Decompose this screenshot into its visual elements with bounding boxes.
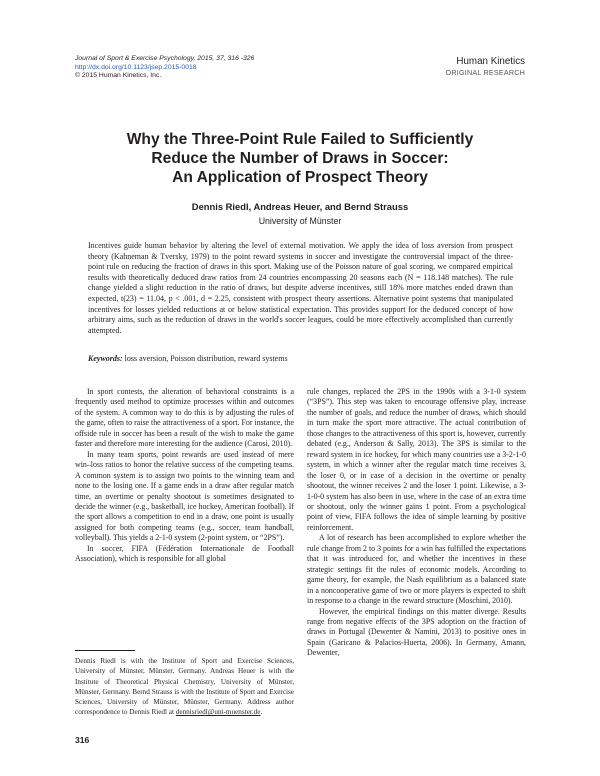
body-paragraph: rule changes, replaced the 2PS in the 1990s with a 3-1-0 system (“3PS”). This step was taken to encourage offensive play, increase the number of goals, and reduce the number of draws, which should in turn make the sport more attractive. The actual contribution of those changes to the attractiveness of this sport is, however, currently debated (e.g., Anderson & Sally, 2013). The 3PS is similar to the reward system in ice hockey, for which many countries use a 3-2-1-0 system, in which a winner after the regular match time receives 3, the loser 0, or in case of a decision in the overtime or penalty shootout, the winner receives 2 and the loser 1 point. Likewise, a 3-1-0-0 system has also been in use, where in the case of an extra time or shootout, only the winner gains 1 point. From a psychological point of view, FIFA follows the idea of simple learning by positive reinforcement. bbox=[307, 387, 526, 532]
body-paragraph: However, the empirical findings on this matter diverge. Results range from negative effects of the 3PS adoption on the fraction of draws in Portugal (Dewenter & Namini, 2013) to positive ones in Spain (Garicano & Palacios-Huerta, 2006). In Germany, Amann, Dewenter, bbox=[307, 606, 526, 658]
correspondence-email[interactable]: dennisriedl@uni-muenster.de bbox=[175, 708, 261, 717]
doi-link[interactable]: http://dx.doi.org/10.1123/jsep.2015-0018 bbox=[75, 63, 197, 71]
article-section: ORIGINAL RESEARCH bbox=[445, 68, 525, 77]
publisher-name: Human Kinetics bbox=[456, 56, 525, 67]
body-column-right bbox=[307, 387, 526, 659]
body-paragraph: A lot of research has been accomplished to explore whether the rule change from 2 to 3 points for a win has fulfilled the expectations that it was introduced for, and whether the incentives in these strategic settings fit the rules of economic models. According to game theory, for example, the Nash equilibrium as a balanced state in a noncooperative game of two or more players is expected to shift in response to a change in the reward structure (Moschini, 2010). bbox=[307, 533, 526, 606]
publisher-block bbox=[446, 56, 525, 77]
body-column-left bbox=[75, 387, 294, 565]
keywords-list: loss aversion, Poisson distribution, reward systems bbox=[124, 354, 288, 363]
keywords bbox=[88, 354, 513, 364]
body-paragraph: In soccer, FIFA (Fédération Internationale de Football Association), which is responsible for all global bbox=[75, 543, 294, 564]
copyright-notice: © 2015 Human Kinetics, Inc. bbox=[75, 72, 162, 79]
title-line: Reduce the Number of Draws in Soccer: bbox=[151, 150, 449, 167]
abstract: Incentives guide human behavior by altering the level of external motivation. We apply the idea of loss aversion from prospect theory (Kahneman & Tversky, 1979) to the point reward systems in soccer and investigate the controversial impact of the three-point rule on reducing the fraction of draws in this sport. Making use of the Poisson nature of goal scoring, we compared empirical results with theoretically deduced draw ratios from 24 countries encompassing 20 seasons each (N = 118.148 matches). The rule change yielded a slight reduction in the ratio of draws, but despite adverse incentives, still 18% more matches ended drawn than expected, t(23) = 11.04, p < .001, d = 2.25, consistent with prospect theory assertions. Alternative point systems that manipulated incentives for losses yielded reductions at or below statistical expectation. This provides support for the deduced concept of how arbitrary aims, such as the reduction of draws in the world's soccer leagues, could be more effectively accomplished than currently attempted. bbox=[88, 241, 513, 335]
page-number: 316 bbox=[75, 735, 90, 745]
title-line: An Application of Prospect Theory bbox=[172, 169, 428, 186]
article-title bbox=[75, 130, 525, 187]
footnote-period: . bbox=[260, 708, 263, 717]
author-footnote bbox=[75, 656, 294, 718]
footnote-divider bbox=[75, 650, 135, 651]
keywords-label: Keywords: bbox=[88, 354, 123, 363]
body-paragraph: In many team sports, point rewards are used instead of mere win–loss ratios to honor the relative success of the competing teams. A common system is to assign two points to the winning team and none to the losing one. If a game ends in a draw after regular match time, an overtime or penalty shootout is sometimes designated to decide the winner (e.g., basketball, ice hockey, American football). If the sport allows a competition to end in a draw, one point is usually assigned for both competing teams (e.g., soccer, team handball, volleyball). This yields a 2-1-0 system (2-point system, or “2PS”). bbox=[75, 449, 294, 543]
journal-citation: Journal of Sport & Exercise Psychology, 2015, 37, 316 -326 bbox=[75, 55, 255, 62]
footnote-text: Dennis Riedl is with the Institute of Sport and Exercise Sciences, University of Münster, Münster, Germany. Andreas Heuer is with the Institute of Theoretical Physical Chemistry, University of Münster, Münster, Germany. Bernd Strauss is with the Institute of Sport and Exercise Sciences, University of Münster, Münster, Germany. Address author correspondence to Dennis Riedl at bbox=[75, 657, 294, 717]
affiliation: University of Münster bbox=[258, 216, 342, 226]
author-list: Dennis Riedl, Andreas Heuer, and Bernd Strauss bbox=[191, 201, 409, 212]
body-paragraph: In sport contests, the alteration of behavioral constraints is a frequently used method to optimize processes within and outcomes of the system. A common way to do this is by adjusting the rules of the game, often to raise the attractiveness of a sport. For instance, the offside rule in soccer has been a result of the wish to make the game faster and therefore more interesting for the audience (Carosi, 2010). bbox=[75, 387, 294, 449]
title-line: Why the Three-Point Rule Failed to Sufficiently bbox=[126, 131, 474, 148]
